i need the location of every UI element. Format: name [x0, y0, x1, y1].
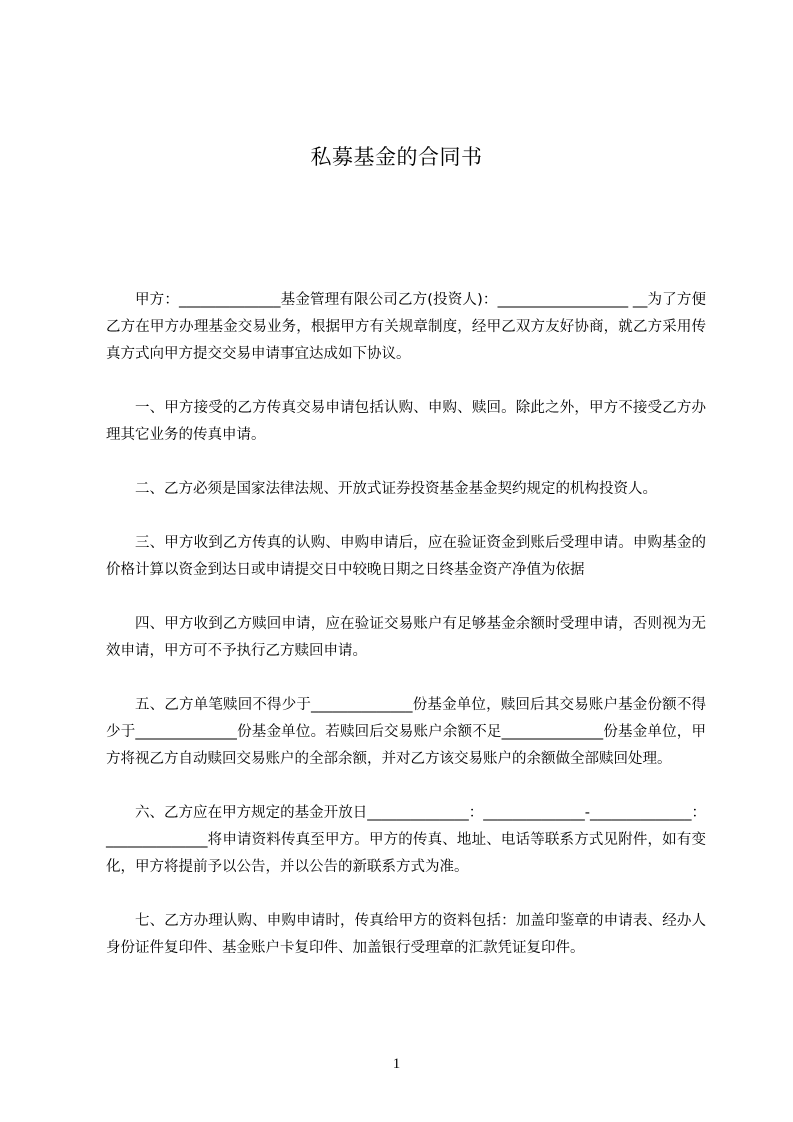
paragraph-clause-6: 六、乙方应在甲方规定的基金开放日______________：______________-______________：______________将申请资料传真至甲方。甲方的传真、地址、电话等联系方式见附件，如有变化，甲方将提前予以公告，并以公告的新联系方式为准。 — [106, 805, 706, 875]
page-number: 1 — [392, 1056, 401, 1072]
paragraph-clause-7: 七、乙方办理认购、申购申请时，传真给甲方的资料包括：加盖印鉴章的申请表、经办人身份证件复印件、基金账户卡复印件、加盖银行受理章的汇款凭证复印件。 — [106, 913, 706, 956]
paragraph-clause-5: 五、乙方单笔赎回不得少于______________份基金单位，赎回后其交易账户基金份额不得少于______________份基金单位。若赎回后交易账户余额不足______________份基金单位，甲方将视乙方自动赎回交易账户的全部余额，并对乙方该交易账户的余额做全部赎回处理。 — [106, 697, 706, 767]
paragraph-parties: 甲方：______________基金管理有限公司乙方(投资人)：__________________ __为了方便乙方在甲方办理基金交易业务，根据甲方有关规章制度，经甲乙双方友好协商，就乙方采用传真方式向甲方提交交易申请事宜达成如下协议。 — [106, 292, 706, 362]
paragraph-clause-1: 一、甲方接受的乙方传真交易申请包括认购、申购、赎回。除此之外，甲方不接受乙方办理其它业务的传真申请。 — [106, 400, 706, 443]
document-body — [106, 287, 706, 989]
paragraph-clause-4: 四、甲方收到乙方赎回申请，应在验证交易账户有足够基金余额时受理申请，否则视为无效申请，甲方可不予执行乙方赎回申请。 — [106, 616, 706, 659]
paragraph-clause-3: 三、甲方收到乙方传真的认购、申购申请后，应在验证资金到账后受理申请。申购基金的价格计算以资金到达日或申请提交日中较晚日期之日终基金资产净值为依据 — [106, 535, 706, 578]
document-title: 私募基金的合同书 — [310, 145, 483, 169]
paragraph-clause-2: 二、乙方必须是国家法律法规、开放式证券投资基金基金契约规定的机构投资人。 — [135, 481, 657, 497]
